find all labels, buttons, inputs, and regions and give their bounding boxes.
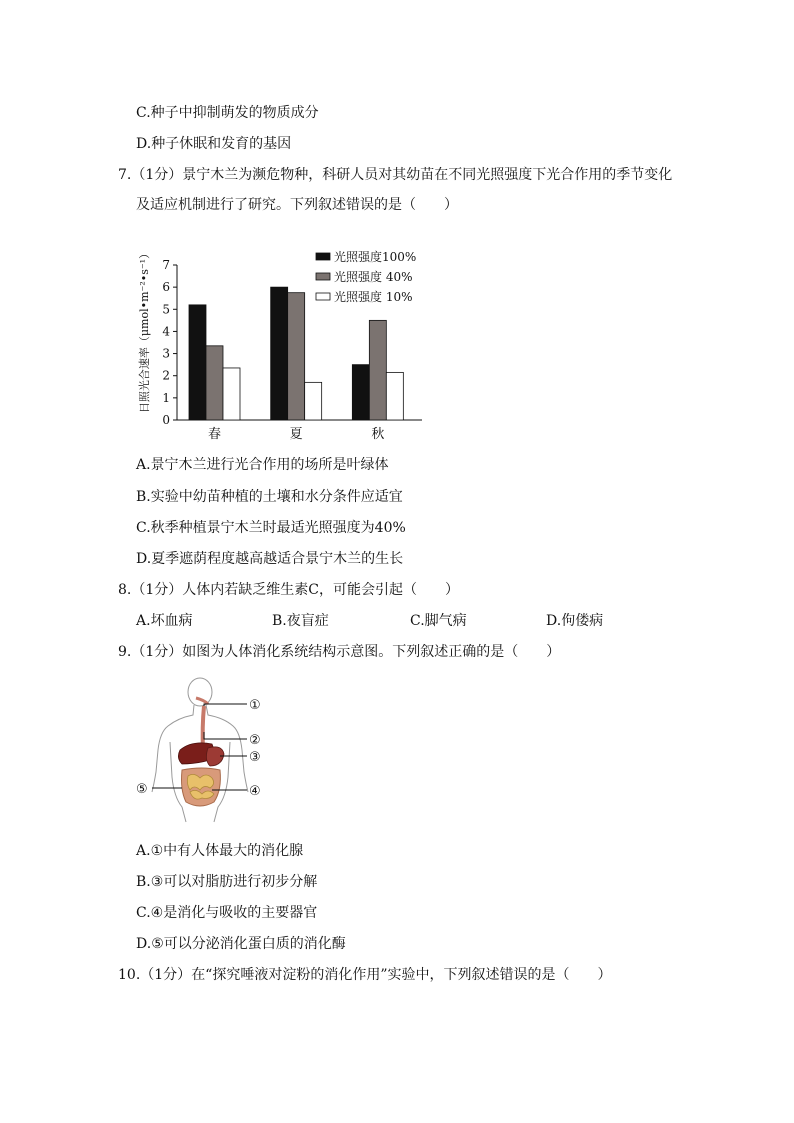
question-text: 景宁木兰为濒危物种，科研人员对其幼苗在不同光照强度下光合作用的季节变化	[182, 167, 673, 183]
photosynthesis-bar-chart	[130, 225, 450, 450]
q9-option-d	[136, 934, 346, 954]
option-key: A.	[136, 843, 151, 859]
option-key: C.	[410, 613, 425, 629]
legend-label: 光照强度 40%	[334, 270, 413, 284]
question-7-stem-continued	[136, 195, 458, 215]
question-text: 及适应机制进行了研究。下列叙述错误的是（ ）	[136, 197, 458, 213]
q9-option-c	[136, 903, 317, 923]
option-c	[136, 103, 319, 123]
label-4: ④	[249, 784, 261, 799]
question-9-stem	[118, 642, 560, 662]
legend-label: 光照强度100%	[334, 250, 417, 264]
q7-option-b	[136, 487, 403, 507]
y-tick-label: 1	[162, 390, 170, 405]
option-num: ④	[150, 905, 164, 921]
bar	[369, 320, 386, 420]
option-key: A.	[136, 457, 151, 473]
y-tick-label: 4	[162, 324, 170, 339]
option-key: B.	[136, 489, 151, 505]
legend-swatch	[316, 253, 330, 260]
option-text: 是消化与吸收的主要器官	[163, 905, 318, 921]
option-key: C.	[136, 520, 151, 536]
q7-option-c	[136, 518, 406, 538]
option-key: D.	[136, 936, 152, 952]
option-key: B.	[272, 613, 287, 629]
question-number: 8.	[118, 582, 132, 598]
question-text: 如图为人体消化系统结构示意图。下列叙述正确的是（ ）	[182, 644, 561, 660]
q8-option-c	[410, 611, 467, 631]
question-10-stem	[118, 965, 612, 985]
mouth-cavity	[196, 698, 208, 704]
option-text: 实验中幼苗种植的土壤和水分条件应适宜	[150, 489, 403, 505]
option-key: D.	[136, 551, 152, 567]
option-text: 景宁木兰进行光合作用的场所是叶绿体	[150, 457, 389, 473]
q9-option-b	[136, 872, 317, 892]
option-text: 中有人体最大的消化腺	[163, 843, 304, 859]
y-tick-label: 0	[162, 413, 170, 427]
question-score: （1分）	[131, 644, 183, 660]
legend-label: 光照强度 10%	[334, 290, 413, 304]
q9-option-a	[136, 841, 303, 861]
option-key: D.	[136, 136, 152, 152]
y-tick-label: 6	[162, 280, 170, 295]
bar	[386, 372, 403, 420]
bar	[288, 293, 305, 420]
option-key: C.	[136, 105, 151, 121]
question-number: 10.	[118, 967, 141, 983]
option-text: 可以分泌消化蛋白质的消化酶	[163, 936, 346, 952]
bar	[271, 287, 288, 420]
bar	[189, 305, 206, 420]
question-score: （1分）	[131, 167, 183, 183]
label-2: ②	[249, 733, 261, 748]
option-text: 夏季遮荫程度越高越适合景宁木兰的生长	[151, 551, 404, 567]
option-text: 可以对脂肪进行初步分解	[163, 874, 318, 890]
x-tick-label: 夏	[289, 427, 303, 442]
question-8-stem	[118, 580, 459, 600]
option-key: A.	[136, 613, 151, 629]
question-number: 7.	[118, 167, 132, 183]
bar	[206, 346, 223, 420]
question-score: （1分）	[131, 582, 183, 598]
option-d	[136, 134, 291, 154]
y-tick-label: 3	[162, 346, 170, 361]
label-5: ⑤	[136, 782, 148, 797]
option-key: B.	[136, 874, 151, 890]
q8-option-d	[546, 611, 603, 631]
question-text: 人体内若缺乏维生素C，可能会引起（ ）	[182, 582, 459, 598]
option-key: C.	[136, 905, 151, 921]
bar	[223, 368, 240, 420]
option-text: 种子休眠和发育的基因	[151, 136, 292, 152]
option-text: 种子中抑制萌发的物质成分	[150, 105, 319, 121]
bar	[352, 365, 369, 420]
legend-swatch	[316, 273, 330, 280]
option-text: 脚气病	[424, 613, 467, 629]
option-text: 夜盲症	[286, 613, 329, 629]
q8-option-a	[136, 611, 193, 631]
legend-swatch	[316, 293, 330, 300]
option-key: D.	[546, 613, 562, 629]
y-tick-label: 5	[162, 302, 170, 317]
y-tick-label: 2	[162, 368, 170, 383]
question-text: 在“探究唾液对淀粉的消化作用”实验中，下列叙述错误的是（ ）	[191, 967, 612, 983]
label-3: ③	[249, 750, 261, 765]
y-tick-label: 7	[162, 258, 170, 272]
question-7-stem	[118, 165, 672, 185]
q8-option-b	[272, 611, 329, 631]
label-1: ①	[249, 698, 261, 713]
question-score: （1分）	[140, 967, 192, 983]
q7-option-d	[136, 549, 403, 569]
option-num: ③	[150, 874, 164, 890]
x-tick-label: 秋	[371, 427, 385, 442]
option-num: ⑤	[151, 936, 164, 952]
option-num: ①	[150, 843, 164, 859]
option-text: 佝偻病	[561, 613, 604, 629]
digestive-system-figure	[130, 672, 280, 827]
x-tick-label: 春	[207, 427, 222, 442]
bar	[305, 382, 322, 420]
option-text: 坏血病	[150, 613, 193, 629]
option-text: 秋季种植景宁木兰时最适光照强度为40%	[150, 520, 406, 536]
question-number: 9.	[118, 644, 132, 660]
q7-option-a	[136, 455, 389, 475]
y-axis-label: 日照光合速率（μmol•m⁻²•s⁻¹）	[138, 247, 151, 414]
